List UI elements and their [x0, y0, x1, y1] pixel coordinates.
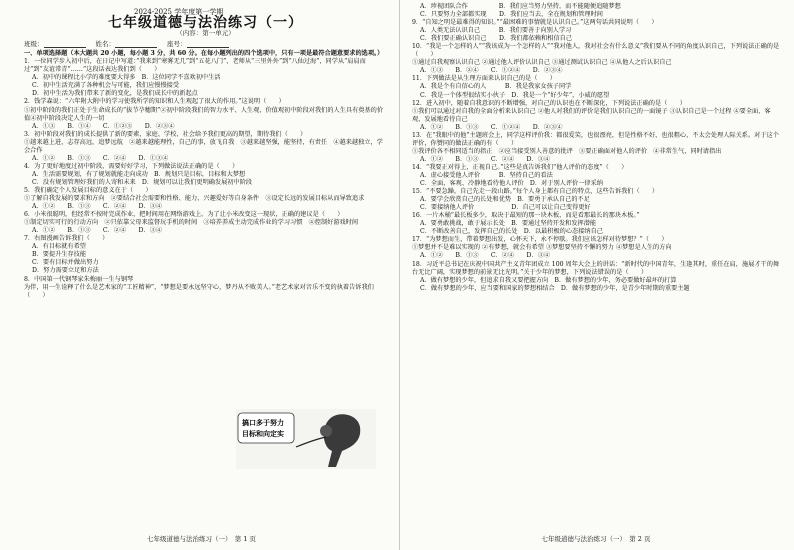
left-line: A．初中的课程比小学的难度要大得多 B．这位同学不喜欢初中生活	[32, 74, 221, 82]
class-label: 班级：	[24, 40, 44, 49]
footer-left: 七年级道德与法治练习（一） 第 1 页	[146, 535, 257, 543]
exam-title: 七年级道德与法治练习（一）	[108, 15, 303, 32]
right-line: A．①② B．①③ C．②④ D．③④	[420, 155, 551, 163]
left-line: ①初中阶段的我们正处于生命成长的“拔节孕穗期”②初中阶段我们的智力水平、人生观、价值观初中阶段对我们的人生具有奠基的价值④初中阶段决定人生的一切	[24, 106, 384, 122]
cartoon-image	[236, 409, 376, 469]
left-line: A．生活需要规划，有了规划就能走向成功 B．规划只是目标，目标和大梦想	[32, 170, 246, 178]
left-line: 5．我们确定个人发展目标的意义在于（ ）	[24, 186, 152, 194]
left-line: C．没有规划管理好我们的人寄和未来 D．规划可以让我们更明确发展初中阶段	[32, 178, 253, 186]
left-line: A．有目标就有希望	[32, 243, 86, 251]
right-line: 11．下列做法是从生理方面来认识自己的是（ ）	[412, 75, 556, 83]
left-line: 3．初中阶段对我们的成长提供了新的要素，家庭、学校、社会给予我们更高的期望，期待我们（ ）	[24, 130, 307, 138]
right-line: 16．一片木桶“最长板多少，取决于最短的那一块木板，而是看那最长的那块木板。”	[412, 212, 640, 220]
left-questions	[24, 58, 387, 299]
right-line: A．做有梦想的少年，但追求自我又要把握方向 B．做有梦想的少年，务必要做好最坏的打算	[420, 276, 677, 284]
left-line: D．努力需要立足和方法	[32, 267, 99, 275]
left-line: 8．中国第一代钢琴家朱梅丽一生与钢琴	[24, 275, 134, 283]
right-line: A．我是个有自信心的人 B．我是我家女孩子同学	[420, 83, 572, 91]
left-line: B．要提升生存技能	[32, 251, 87, 259]
left-line: ①了解自我发展的要求和方向 ②要结合社会需要和性格、能力、兴趣爱好等自身条件 ③设定长远的发展目标从而导致追求	[24, 195, 365, 203]
right-line: A．要学会欣赏自己的长处和优势 B．要勇于承认自己的不足	[420, 196, 590, 204]
right-line: 12．进入初中，随着自我意识的不断增强，对自己的认识也在不断深化，下列说法正确的是（ ）	[412, 99, 686, 107]
seat-field[interactable]	[187, 40, 229, 48]
class-field[interactable]	[44, 40, 86, 48]
cartoon-speech-1: 搞口多于努力	[242, 419, 284, 427]
name-field[interactable]	[115, 40, 157, 48]
left-line: 为伴，用一生诠释了什么是艺术家的“工匠精神”，“梦想是要永远坚守心，梦丹从不败美人。”老艺术家对音乐不变的执着告诉我们（ ）	[24, 283, 374, 299]
left-line: A．①③ B．①④ C．①②③ D．②③④	[32, 122, 175, 130]
right-line: A．人类无法认识自己 B．我们要善于向别人学习	[420, 27, 572, 35]
right-page	[404, 0, 788, 550]
left-line: 7．右图漫画告诉我们（ ）	[24, 235, 109, 243]
right-line: A．珍视团队合作 B．我们应当努力坚持，而不能随便追随梦想	[420, 3, 621, 10]
right-line: 9．“自知之明是最难得的知识。”“最困难的事情就是认识自己。”这两句话共同说明（ ）	[412, 19, 658, 27]
right-line: 15．“不要急躁，自己先走一段山路。”每个人身上都有自己的特点，这些告诉我们（ ）	[412, 188, 659, 196]
right-line: 17．“为梦想而生，带着梦想出发，心怀天下，永不停歇。我们应该怎样对待梦想？”（ ）	[412, 236, 668, 244]
left-line: ①制定切实可行的行动方向 ②只依靠父母来监督玩手机的时间 ③培养养成主动完成作业的学习习惯 ④控制好游戏时间	[24, 219, 359, 227]
student-info	[24, 40, 387, 48]
right-line: A．①② B．①③ C．②④ D．③④	[420, 252, 551, 260]
exam-scope: （内容：第一单元）	[176, 29, 235, 38]
seat-label: 座号：	[167, 40, 187, 49]
right-line: C．做有梦想的少年，应当要和国家的梦想相结合 D．做有梦想的少年，是青少年时期的重要主题	[420, 284, 690, 292]
right-line: A．虚心接受他人评价 B．坚持自己的看法	[420, 171, 553, 179]
right-line: C．我们要正确认识自己 D．我们都依赖和相信自己	[420, 35, 573, 43]
left-line: 2．钱学森说：“六年附大附中的学习使我所学的知识和人生观起了很大的作用。”这说明（ ）	[24, 98, 285, 106]
right-line: 14．“我要正对得上，正视自己。”这些是真告诉我们“他人评价的态度”（ ）	[412, 163, 628, 171]
right-line: ①通过自我观察认识自己 ②通过他人评价认识自己 ③通过测试认识自己 ④从他人之后认识自己	[412, 59, 672, 67]
section-title: 一、单项选择题（本大题共 20 小题，每小题 3 分，共 60 分。在每小题列出的四个选项中，只有一项是最符合题意要求的选项。）	[24, 50, 384, 58]
right-line: C．要接纳他人评价 D．自己可以让自己变得更好	[420, 204, 591, 212]
footer-right: 七年级道德与法治练习（一） 第 2 页	[541, 535, 651, 543]
left-line: ①越来越上进，志存高远，追梦远航 ②越来越能理性，自己的事，放飞自我 ③越来越坚强，能坚持，有责任 ④越来越独立，学会合作	[24, 138, 383, 154]
left-line: C．初中生活充满了各种机会与可能，我们应慢慢接受	[32, 82, 180, 90]
right-line: C．只要努力全部都实现 D．我们应当去，全在规划和管理时间	[420, 11, 603, 19]
name-label: 姓名：	[95, 40, 115, 49]
left-line: A．①② B．①③ C．②④ D．①③④	[32, 154, 169, 162]
right-line: ①我评价各不相同适当的指正 ②应当接受别人善意的批评 ③要正确面对他人的评价 ④非常生气，同时请指出	[412, 147, 722, 155]
cartoon-speech-2: 目标和向定实	[242, 430, 284, 438]
page-divider	[399, 0, 400, 550]
right-line: 18．习近平总书记在庆祝中国共产主义青年团成立 100 周年大会上的讲话：“新时代的中国青年，生逢其时，重任在肩，施展才干的舞台无比广阔，实现梦想的前景无比光明。”关于少年的梦想，下列说法错误的是（ ）	[412, 260, 780, 276]
left-line: 4．为了更好地度过初中阶段，需要好好学习，下列做法说法正确的是（ ）	[24, 162, 239, 170]
school-year: 2024-2025 学年度第一学期	[134, 8, 224, 16]
right-questions	[412, 3, 780, 293]
right-line: ①梦想并不是难以实现的 ②有梦想，就会有希望 ③梦想要坚持不懈的努力 ④梦想是人生的方向	[412, 244, 672, 252]
left-line: A．①② B．①③ C．②④ D．③④	[32, 203, 163, 211]
left-line: D．初中生活为我们带来了新的变化，是我们成长中的新起点	[32, 90, 198, 98]
right-line: A．①② B．①③ C．①②④ D．②③④	[420, 123, 563, 131]
right-line: 10．“我是一个怎样的人”“我该成为一个怎样的人”“我对他人，我对社会有什么意义”我们要从不同的角度认识自己，下列说法正确的是（ ）	[412, 43, 780, 59]
right-line: C．我是一个体型很结实小伙子 D．我是一个“好少年”，小威的愿望	[420, 91, 610, 99]
right-line: 13．在“我眼中的他”主题班会上，同学这样评价我：都很爱笑，也很漂亮，但是性格不好，也很粗心，不太会处理人际关系。对于这个评价，你赞同的做法正确的有（ ）	[412, 131, 779, 147]
left-line: 1．一位同学步入初中后，在日记中写道：”我来到“寒雾无几”到“五花八门”，老师从“三里外外”到“八仙过海”，同学从“肩肩而过”到“友谊常青”……”这段话表达我们到（ ）	[24, 58, 366, 74]
right-line: ①我们可以通过对自我的全面分析来认识自己 ②他人对我们的评价是我们认识自己的一面镜子 ③认识自己是一个过程 ④要全面、客观、发展地看待自己	[412, 107, 771, 123]
left-line: C．要有目标并做出努力	[32, 259, 99, 267]
left-line: 6．小米很聪明，但经常不按时完成作业，把时间用在网络游戏上。为了让小米改变这一现状，正确的建议是（ ）	[24, 211, 344, 219]
right-line: A．要勇敢挑战，敢于展示长处 B．要通过坚持开发和发挥潜能	[420, 220, 597, 228]
right-line: C．全面，客观、冷静地看待他人评价 D．对于别人评价一律采纳	[420, 180, 603, 188]
right-line: C．不断改善自己，发挥自己的长处 D．以最积极的心态接纳自己	[420, 228, 603, 236]
right-line: A．①③ B．②④ C．①②④ D．②③④	[420, 67, 563, 75]
left-line: A．①② B．①③ C．②④ D．③④	[32, 227, 163, 235]
